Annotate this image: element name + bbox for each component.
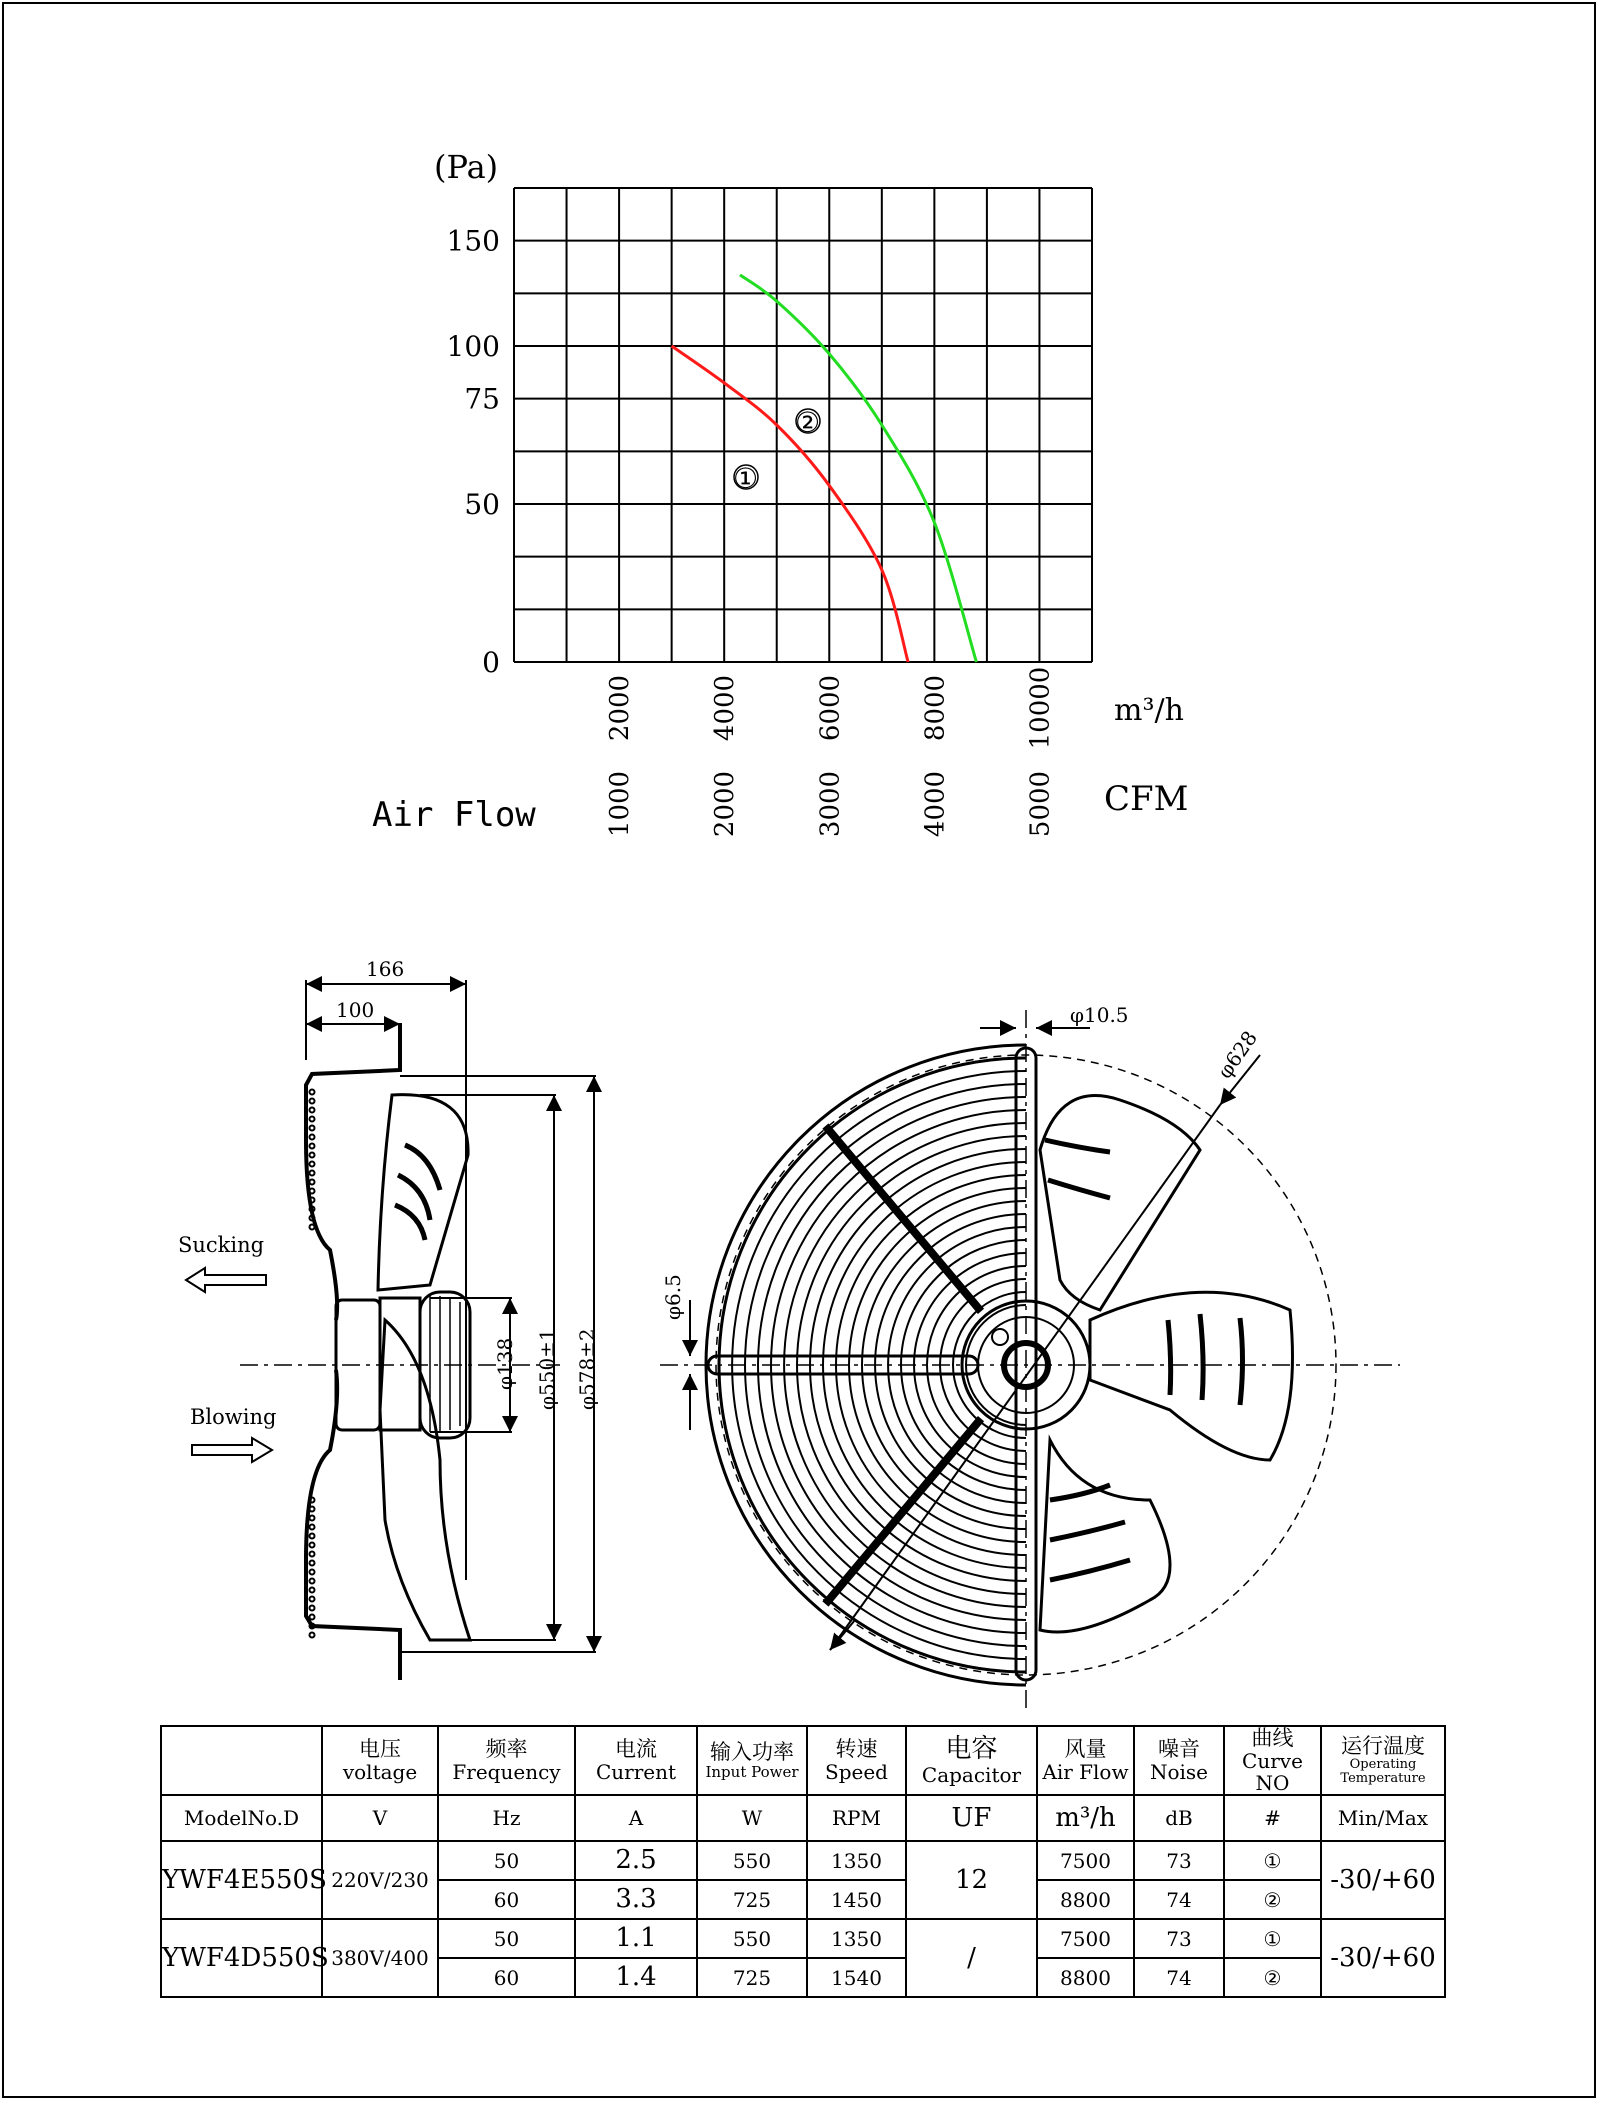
x-tick-label-cfm: 3000 [815, 770, 846, 838]
dim-578: φ578±2 [575, 1328, 599, 1410]
rivet [310, 1615, 315, 1620]
table-row [161, 1841, 1445, 1880]
unit-noise: dB [1134, 1795, 1224, 1841]
rivet [310, 1225, 315, 1230]
airflow-cell: 7500 [1037, 1841, 1134, 1880]
curve-label-1: ① [733, 462, 759, 495]
dim-628: φ628 [1212, 1026, 1263, 1083]
airflow-cell: 8800 [1037, 1958, 1134, 1997]
chart-curves [672, 275, 977, 662]
rivet [310, 1570, 315, 1575]
dim-100: 100 [336, 998, 375, 1022]
capacitor-cell: / [906, 1919, 1037, 1997]
noise-cell: 74 [1134, 1880, 1224, 1919]
unit-temp: Min/Max [1321, 1795, 1445, 1841]
rivet [310, 1090, 315, 1095]
rivet [310, 1144, 315, 1149]
header-speed: 转速 Speed [807, 1726, 906, 1795]
rivet [310, 1561, 315, 1566]
current-cell: 3.3 [575, 1880, 697, 1919]
x-tick-label-m3h: 8000 [920, 674, 951, 742]
unit-capacitor: UF [906, 1795, 1037, 1841]
temp-cell: -30/+60 [1321, 1841, 1445, 1919]
y-tick-label: 150 [446, 224, 500, 258]
table-unit-row [161, 1795, 1445, 1841]
x-tick-label-cfm: 4000 [920, 770, 951, 838]
rivet [310, 1552, 315, 1557]
rivet [310, 1597, 315, 1602]
rivet [310, 1633, 315, 1638]
rivet [310, 1579, 315, 1584]
x-tick-label-cfm: 1000 [605, 770, 636, 838]
x-tick-label-m3h: 2000 [605, 674, 636, 742]
y-tick-labels [447, 225, 500, 679]
y-tick-label: 100 [446, 330, 500, 363]
curve-label-2: ② [795, 406, 821, 439]
rpm-cell: 1540 [807, 1958, 906, 1997]
curve-cell: ② [1224, 1958, 1321, 1997]
rivet [310, 1507, 315, 1512]
curve-cell: ① [1224, 1919, 1321, 1958]
y-axis-label: (Pa) [434, 148, 499, 186]
rivet [310, 1117, 315, 1122]
curve-cell: ② [1224, 1880, 1321, 1919]
x-unit-cfm: CFM [1104, 779, 1189, 819]
x-axis-label: Air Flow [372, 795, 536, 835]
x-tick-labels-m3h [605, 667, 1055, 750]
blowing-label: Blowing [190, 1405, 277, 1429]
header-capacitor: 电容 Capacitor [906, 1726, 1037, 1795]
rivet [310, 1108, 315, 1113]
voltage-cell: 380V/400 [322, 1919, 438, 1997]
rivet [310, 1543, 315, 1548]
header-frequency: 频率 Frequency [438, 1726, 575, 1795]
unit-power: W [697, 1795, 807, 1841]
hz-cell: 60 [438, 1958, 575, 1997]
current-cell: 1.1 [575, 1919, 697, 1958]
airflow-cell: 8800 [1037, 1880, 1134, 1919]
power-cell: 550 [697, 1919, 807, 1958]
noise-cell: 74 [1134, 1958, 1224, 1997]
hz-cell: 60 [438, 1880, 575, 1919]
table-row [161, 1919, 1445, 1958]
dim-138: φ138 [493, 1337, 517, 1390]
x-tick-label-m3h: 6000 [815, 674, 846, 742]
rpm-cell: 1350 [807, 1841, 906, 1880]
rivet [310, 1606, 315, 1611]
header-current: 电流 Current [575, 1726, 697, 1795]
unit-curve: # [1224, 1795, 1321, 1841]
unit-airflow: m³/h [1037, 1795, 1134, 1841]
unit-model: ModelNo.D [161, 1795, 322, 1841]
rivet [310, 1135, 315, 1140]
x-tick-label-m3h: 10000 [1025, 666, 1056, 750]
housing-rivets [310, 1090, 315, 1638]
noise-cell: 73 [1134, 1919, 1224, 1958]
rivet [310, 1534, 315, 1539]
curve-cell: ① [1224, 1841, 1321, 1880]
header-blank [161, 1726, 322, 1795]
rivet [310, 1171, 315, 1176]
airflow-cell: 7500 [1037, 1919, 1134, 1958]
table-header-row [161, 1726, 1445, 1795]
rivet [310, 1162, 315, 1167]
rpm-cell: 1450 [807, 1880, 906, 1919]
front-view [660, 1010, 1400, 1710]
y-tick-label: 50 [464, 488, 500, 521]
current-cell: 2.5 [575, 1841, 697, 1880]
noise-cell: 73 [1134, 1841, 1224, 1880]
x-tick-label-m3h: 4000 [710, 674, 741, 742]
header-input-power: 输入功率 Input Power [697, 1726, 807, 1795]
fan-drawing [0, 940, 1600, 1720]
unit-voltage: V [322, 1795, 438, 1841]
x-unit-m3h: m³/h [1114, 693, 1184, 728]
model-name: YWF4D550S [161, 1919, 322, 1997]
sucking-label: Sucking [178, 1233, 265, 1257]
header-noise: 噪音 Noise [1134, 1726, 1224, 1795]
x-tick-labels-cfm [605, 771, 1055, 837]
header-operating-temp: 运行温度 Operating Temperature [1321, 1726, 1445, 1795]
rivet [310, 1099, 315, 1104]
hz-cell: 50 [438, 1919, 575, 1958]
temp-cell: -30/+60 [1321, 1919, 1445, 1997]
header-curve-no: 曲线 Curve NO [1224, 1726, 1321, 1795]
dim-166: 166 [366, 957, 405, 981]
power-cell: 725 [697, 1880, 807, 1919]
rivet [310, 1198, 315, 1203]
power-cell: 725 [697, 1958, 807, 1997]
rpm-cell: 1350 [807, 1919, 906, 1958]
dim-550: φ550±1 [535, 1328, 559, 1410]
dim-6-5: φ6.5 [661, 1274, 685, 1320]
model-name: YWF4E550S [161, 1841, 322, 1919]
performance-chart [0, 0, 1600, 860]
unit-frequency: Hz [438, 1795, 575, 1841]
voltage-cell: 220V/230 [322, 1841, 438, 1919]
rivet [310, 1180, 315, 1185]
rivet [310, 1525, 315, 1530]
current-cell: 1.4 [575, 1958, 697, 1997]
rivet [310, 1126, 315, 1131]
x-tick-label-cfm: 2000 [710, 770, 741, 838]
header-voltage: 电压 voltage [322, 1726, 438, 1795]
hz-cell: 50 [438, 1841, 575, 1880]
rivet [310, 1516, 315, 1521]
rivet [310, 1588, 315, 1593]
series-line-2 [740, 275, 976, 662]
header-air-flow: 风量 Air Flow [1037, 1726, 1134, 1795]
power-cell: 550 [697, 1841, 807, 1880]
x-tick-label-cfm: 5000 [1025, 770, 1056, 838]
unit-speed: RPM [807, 1795, 906, 1841]
unit-current: A [575, 1795, 697, 1841]
rivet [310, 1189, 315, 1194]
dim-10-5: φ10.5 [1070, 1003, 1129, 1027]
rivet [310, 1153, 315, 1158]
rivet [310, 1498, 315, 1503]
y-tick-label: 0 [482, 646, 500, 679]
spec-table [160, 1725, 1446, 1998]
capacitor-cell: 12 [906, 1841, 1037, 1919]
y-tick-label: 75 [464, 382, 500, 416]
